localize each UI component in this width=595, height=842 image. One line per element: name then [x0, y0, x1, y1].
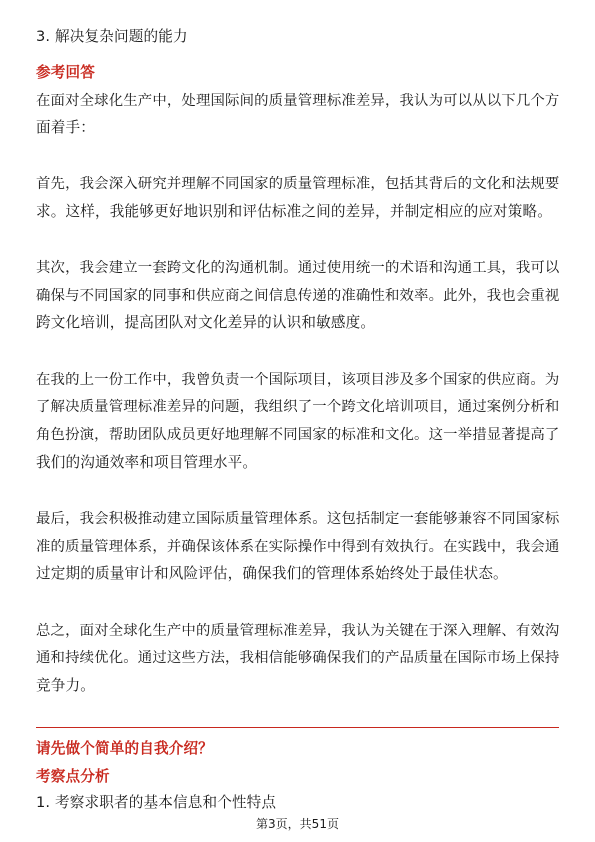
paragraph-line: 在我的上一份工作中，我曾负责一个国际项目，该项目涉及多个国家的供应商。为 [36, 372, 560, 388]
paragraph-line: 首先，我会深入研究并理解不同国家的质量管理标准，包括其背后的文化和法规要 [36, 176, 560, 192]
analysis-item: 1. 考察求职者的基本信息和个性特点 [36, 794, 277, 811]
paragraph-line: 过定期的质量审计和风险评估，确保我们的管理体系始终处于最佳状态。 [36, 565, 508, 582]
paragraph-line: 最后，我会积极推动建立国际质量管理体系。这包括制定一套能够兼容不同国家标 [36, 511, 560, 527]
paragraph-line: 在面对全球化生产中，处理国际间的质量管理标准差异，我认为可以从以下几个方 [36, 93, 560, 109]
paragraph-line: 竞争力。 [36, 677, 95, 694]
paragraph-line: 通和持续优化。通过这些方法，我相信能够确保我们的产品质量在国际市场上保持 [36, 650, 560, 666]
answer-label: 参考回答 [36, 64, 95, 81]
paragraph-line: 了解决质量管理标准差异的问题，我组织了一个跨文化培训项目，通过案例分析和 [36, 399, 560, 415]
paragraph-line: 求。这样，我能够更好地识别和评估标准之间的差异，并制定相应的应对策略。 [36, 203, 553, 220]
paragraph-line: 面着手： [36, 119, 95, 136]
paragraph-line: 总之，面对全球化生产中的质量管理标准差异，我认为关键在于深入理解、有效沟 [36, 623, 560, 639]
paragraph-line: 我们的沟通效率和项目管理水平。 [36, 454, 258, 471]
paragraph-line: 跨文化培训，提高团队对文化差异的认识和敏感度。 [36, 314, 376, 331]
paragraph-line: 准的质量管理体系，并确保该体系在实际操作中得到有效执行。在实践中，我会通 [36, 539, 560, 555]
section-divider [36, 727, 559, 728]
paragraph-line: 其次，我会建立一套跨文化的沟通机制。通过使用统一的术语和沟通工具，我可以 [36, 260, 560, 276]
section-heading: 3. 解决复杂问题的能力 [36, 28, 188, 45]
analysis-label: 考察点分析 [36, 768, 110, 785]
paragraph-line: 确保与不同国家的同事和供应商之间信息传递的准确性和效率。此外，我也会重视 [36, 288, 560, 304]
page-footer: 第3页，共51页 [256, 817, 339, 831]
question-heading: 请先做个简单的自我介绍？ [36, 740, 213, 757]
paragraph-line: 角色扮演，帮助团队成员更好地理解不同国家的标准和文化。这一举措显著提高了 [36, 427, 560, 443]
